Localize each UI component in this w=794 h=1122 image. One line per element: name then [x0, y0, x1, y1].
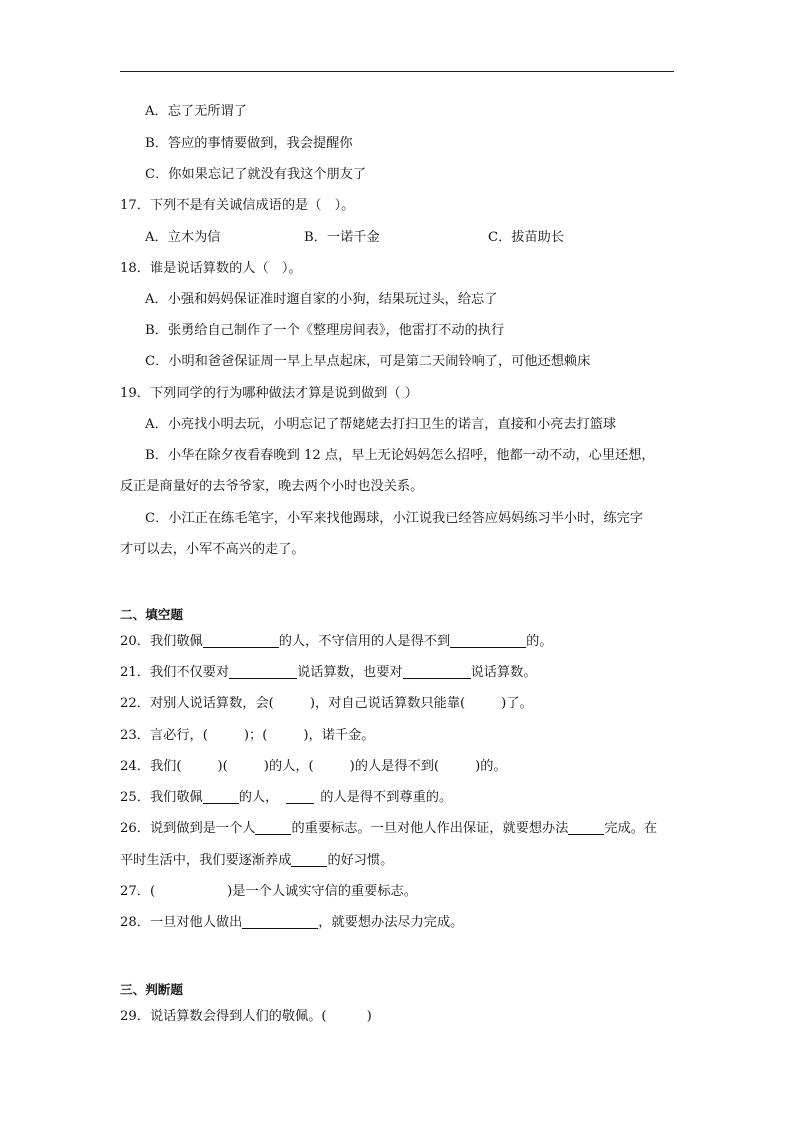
- q25-blank-1[interactable]: [203, 789, 239, 804]
- q20-text-1: 20．我们敬佩: [120, 634, 203, 649]
- q23-text-2: )；(: [243, 728, 268, 743]
- q19-option-c-line2: 才可以去，小军不高兴的走了。: [120, 542, 305, 557]
- q29-text-2: ): [366, 1009, 372, 1024]
- q21: [120, 663, 537, 683]
- q26-text-4: 平时生活中，我们要逐渐养成: [120, 853, 292, 868]
- q20-text-3: 的。: [526, 634, 553, 649]
- q26-blank-3[interactable]: [291, 852, 327, 867]
- q22-text-3: )了。: [501, 696, 533, 711]
- q26-text-2: 的重要标志。一旦对他人作出保证，就要想办法: [291, 821, 569, 836]
- q16-option-b: B．答应的事情要做到，我会提醒你: [145, 136, 353, 151]
- q23: [120, 726, 374, 746]
- q27: [120, 882, 417, 902]
- q19-option-a: A．小亮找小明去玩，小明忘记了帮姥姥去打扫卫生的诺言，直接和小亮去打篮球: [145, 417, 617, 432]
- q20-blank-1[interactable]: [203, 633, 279, 648]
- q22-text-1: 22．对别人说话算数，会(: [120, 696, 274, 711]
- q19-option-c-line1: C．小江正在练毛笔字，小军来找他踢球，小江说我已经答应妈妈练习半小时，练完字: [145, 511, 644, 526]
- q17-option-b: B．一诺千金: [304, 230, 380, 245]
- q25-blank-2[interactable]: [286, 789, 314, 804]
- q17-option-c: C．拔苗助长: [488, 230, 565, 245]
- q21-text-1: 21．我们不仅要对: [120, 665, 230, 680]
- q17-option-a: A．立木为信: [145, 230, 221, 245]
- q27-text-2: )是一个人诚实守信的重要标志。: [227, 884, 417, 899]
- q26-text-1: 26．说到做到是一个人: [120, 821, 256, 836]
- q20-blank-2[interactable]: [450, 633, 526, 648]
- q20-text-2: 的人，不守信用的人是得不到: [278, 634, 451, 649]
- q25-text-2: 的人，: [238, 790, 279, 805]
- q26-text-5: 的好习惯。: [327, 853, 394, 868]
- q21-text-2: 说话算数，也要对: [297, 665, 403, 680]
- section-true-false-heading: 三、判断题: [120, 982, 183, 997]
- q29: [120, 1007, 372, 1027]
- q24-text-1: 24．我们(: [120, 759, 182, 774]
- q16-option-c: C．你如果忘记了就没有我这个朋友了: [145, 167, 367, 182]
- q24-text-3: )的人，(: [263, 759, 314, 774]
- q25-text-1: 25．我们敬佩: [120, 790, 203, 805]
- q18-option-a: A．小强和妈妈保证准时遛自家的小狗，结果玩过头，给忘了: [145, 292, 498, 307]
- q28-text-2: ，就要想办法尽力完成。: [318, 915, 464, 930]
- q18-option-c: C．小明和爸爸保证周一早上早点起床，可是第二天闹铃响了，可他还想赖床: [145, 354, 591, 369]
- q24-text-2: )(: [217, 759, 228, 774]
- q26-blank-1[interactable]: [255, 820, 291, 835]
- section-fill-in-heading: 二、填空题: [120, 607, 183, 622]
- q19-stem: 19．下列同学的行为哪种做法才算是说到做到（ ）: [120, 386, 418, 401]
- q28-text-1: 28．一旦对他人做出: [120, 915, 243, 930]
- q24-text-5: )的。: [475, 759, 507, 774]
- q26-text-3: 完成。在: [604, 821, 658, 836]
- q17-stem: 17．下列不是有关诚信成语的是（ ）。: [120, 198, 355, 213]
- q28: [120, 913, 463, 933]
- q19-option-b-line1: B．小华在除夕夜看春晚到 12 点，早上无论妈妈怎么招呼，他都一动不动，心里还想，: [145, 448, 655, 463]
- q22: [120, 694, 533, 714]
- q28-blank-1[interactable]: [242, 914, 318, 929]
- q26-line1: [120, 819, 657, 839]
- q29-text-1: 29．说话算数会得到人们的敬佩。(: [120, 1009, 327, 1024]
- q21-blank-2[interactable]: [403, 664, 471, 679]
- q21-text-3: 说话算数。: [470, 665, 537, 680]
- q24: [120, 757, 507, 777]
- q18-stem: 18．谁是说话算数的人（ ）。: [120, 261, 302, 276]
- q25-text-3: 的人是得不到尊重的。: [320, 790, 453, 805]
- q26-blank-2[interactable]: [568, 820, 604, 835]
- header-rule: [120, 71, 674, 72]
- q18-option-b: B．张勇给自己制作了一个《整理房间表》，他雷打不动的执行: [145, 323, 505, 338]
- q16-option-a: A．忘了无所谓了: [145, 104, 247, 119]
- q23-text-1: 23．言必行，(: [120, 728, 208, 743]
- q22-text-2: )，对自己说话算数只能靠(: [309, 696, 466, 711]
- q25: [120, 788, 452, 808]
- q21-blank-1[interactable]: [229, 664, 297, 679]
- q26-line2: [120, 851, 393, 871]
- q19-option-b-line2: 反正是商量好的去爷爷家，晚去两个小时也没关系。: [120, 479, 424, 494]
- q23-text-3: )，诺千金。: [303, 728, 375, 743]
- q27-text-1: 27．(: [120, 884, 156, 899]
- q24-text-4: )的人是得不到(: [349, 759, 440, 774]
- q20: [120, 632, 553, 652]
